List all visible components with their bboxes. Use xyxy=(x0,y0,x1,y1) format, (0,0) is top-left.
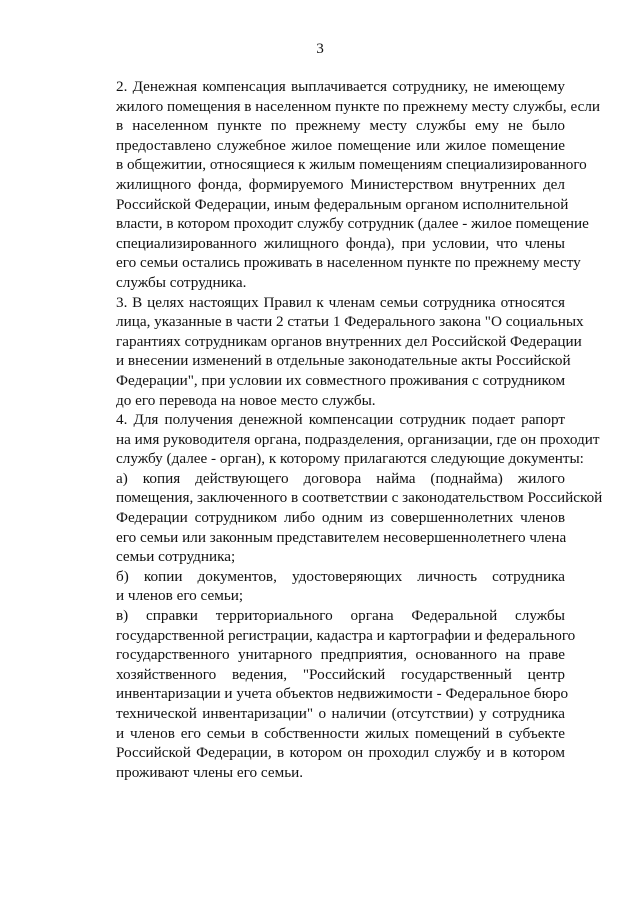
text-line: Российской Федерации, иным федеральным органом исполнительной xyxy=(116,195,569,213)
text-line: а) копия действующего договора найма (поднайма) жилого xyxy=(116,469,565,487)
text-line: помещения, заключенного в соответствии с законодательством Российской xyxy=(116,489,603,507)
paragraph-p4 xyxy=(76,410,600,469)
text-line: до его перевода на новое место службы. xyxy=(116,391,376,409)
paragraph-p4b xyxy=(76,567,565,606)
text-line: Федерации сотрудником либо одним из совершеннолетних членов xyxy=(116,509,565,527)
text-line: 3. В целях настоящих Правил к членам семьи сотрудника относятся xyxy=(116,293,565,311)
text-line: его семьи остались проживать в населенном пункте по прежнему месту xyxy=(116,254,581,272)
text-line: Федерации", при условии их совместного проживания с сотрудником xyxy=(116,371,566,389)
text-line: жилищного фонда, формируемого Министерством внутренних дел xyxy=(116,175,565,193)
text-line: государственного унитарного предприятия, основанного на праве xyxy=(116,646,565,664)
text-line: и внесении изменений в отдельные законодательные акты Российской xyxy=(116,352,571,370)
text-line: лица, указанные в части 2 статьи 1 Федерального закона "О социальных xyxy=(116,313,584,331)
text-line: службу (далее - орган), к которому прилагаются следующие документы: xyxy=(116,450,584,468)
text-line: предоставлено служебное жилое помещение или жилое помещение xyxy=(116,136,565,154)
paragraph-p4c xyxy=(76,606,576,782)
text-line: в) справки территориального органа Федеральной службы xyxy=(116,607,565,625)
text-line: семьи сотрудника; xyxy=(116,548,236,566)
document-body xyxy=(76,77,603,782)
text-line: и членов его семьи; xyxy=(116,587,244,605)
text-line: жилого помещения в населенном пункте по прежнему месту службы, если xyxy=(116,97,601,115)
paragraph-p4a xyxy=(76,469,603,567)
text-line: на имя руководителя органа, подразделения, организации, где он проходит xyxy=(116,430,600,448)
text-line: в общежитии, относящиеся к жилым помещениям специализированного xyxy=(116,156,587,174)
paragraph-p3 xyxy=(76,293,584,411)
text-line: 2. Денежная компенсация выплачивается сотруднику, не имеющему xyxy=(116,78,565,95)
text-line: и членов его семьи в собственности жилых помещений в субъекте xyxy=(116,724,565,742)
text-line: службы сотрудника. xyxy=(116,273,247,291)
text-line: государственной регистрации, кадастра и картографии и федерального xyxy=(116,626,576,644)
text-line: Российской Федерации, в котором он проходил службу и в котором xyxy=(116,744,565,762)
page-number: 3 xyxy=(316,40,324,57)
text-line: б) копии документов, удостоверяющих личность сотрудника xyxy=(116,567,565,585)
text-line: 4. Для получения денежной компенсации сотрудник подает рапорт xyxy=(116,411,565,429)
text-line: гарантиях сотрудникам органов внутренних дел Российской Федерации xyxy=(116,332,582,350)
text-line: его семьи или законным представителем несовершеннолетнего члена xyxy=(116,528,567,546)
text-line: власти, в котором проходит службу сотрудник (далее - жилое помещение xyxy=(116,215,589,233)
text-line: в населенном пункте по прежнему месту службы ему не было xyxy=(116,117,565,135)
text-line: технической инвентаризации" о наличии (отсутствии) у сотрудника xyxy=(116,705,565,722)
text-line: проживают члены его семьи. xyxy=(116,763,304,781)
text-line: инвентаризации и учета объектов недвижимости - Федеральное бюро xyxy=(116,685,569,703)
text-line: хозяйственного ведения, "Российский государственный центр xyxy=(116,665,565,683)
paragraph-p2 xyxy=(76,77,601,293)
text-line: специализированного жилищного фонда), при условии, что члены xyxy=(116,234,565,252)
